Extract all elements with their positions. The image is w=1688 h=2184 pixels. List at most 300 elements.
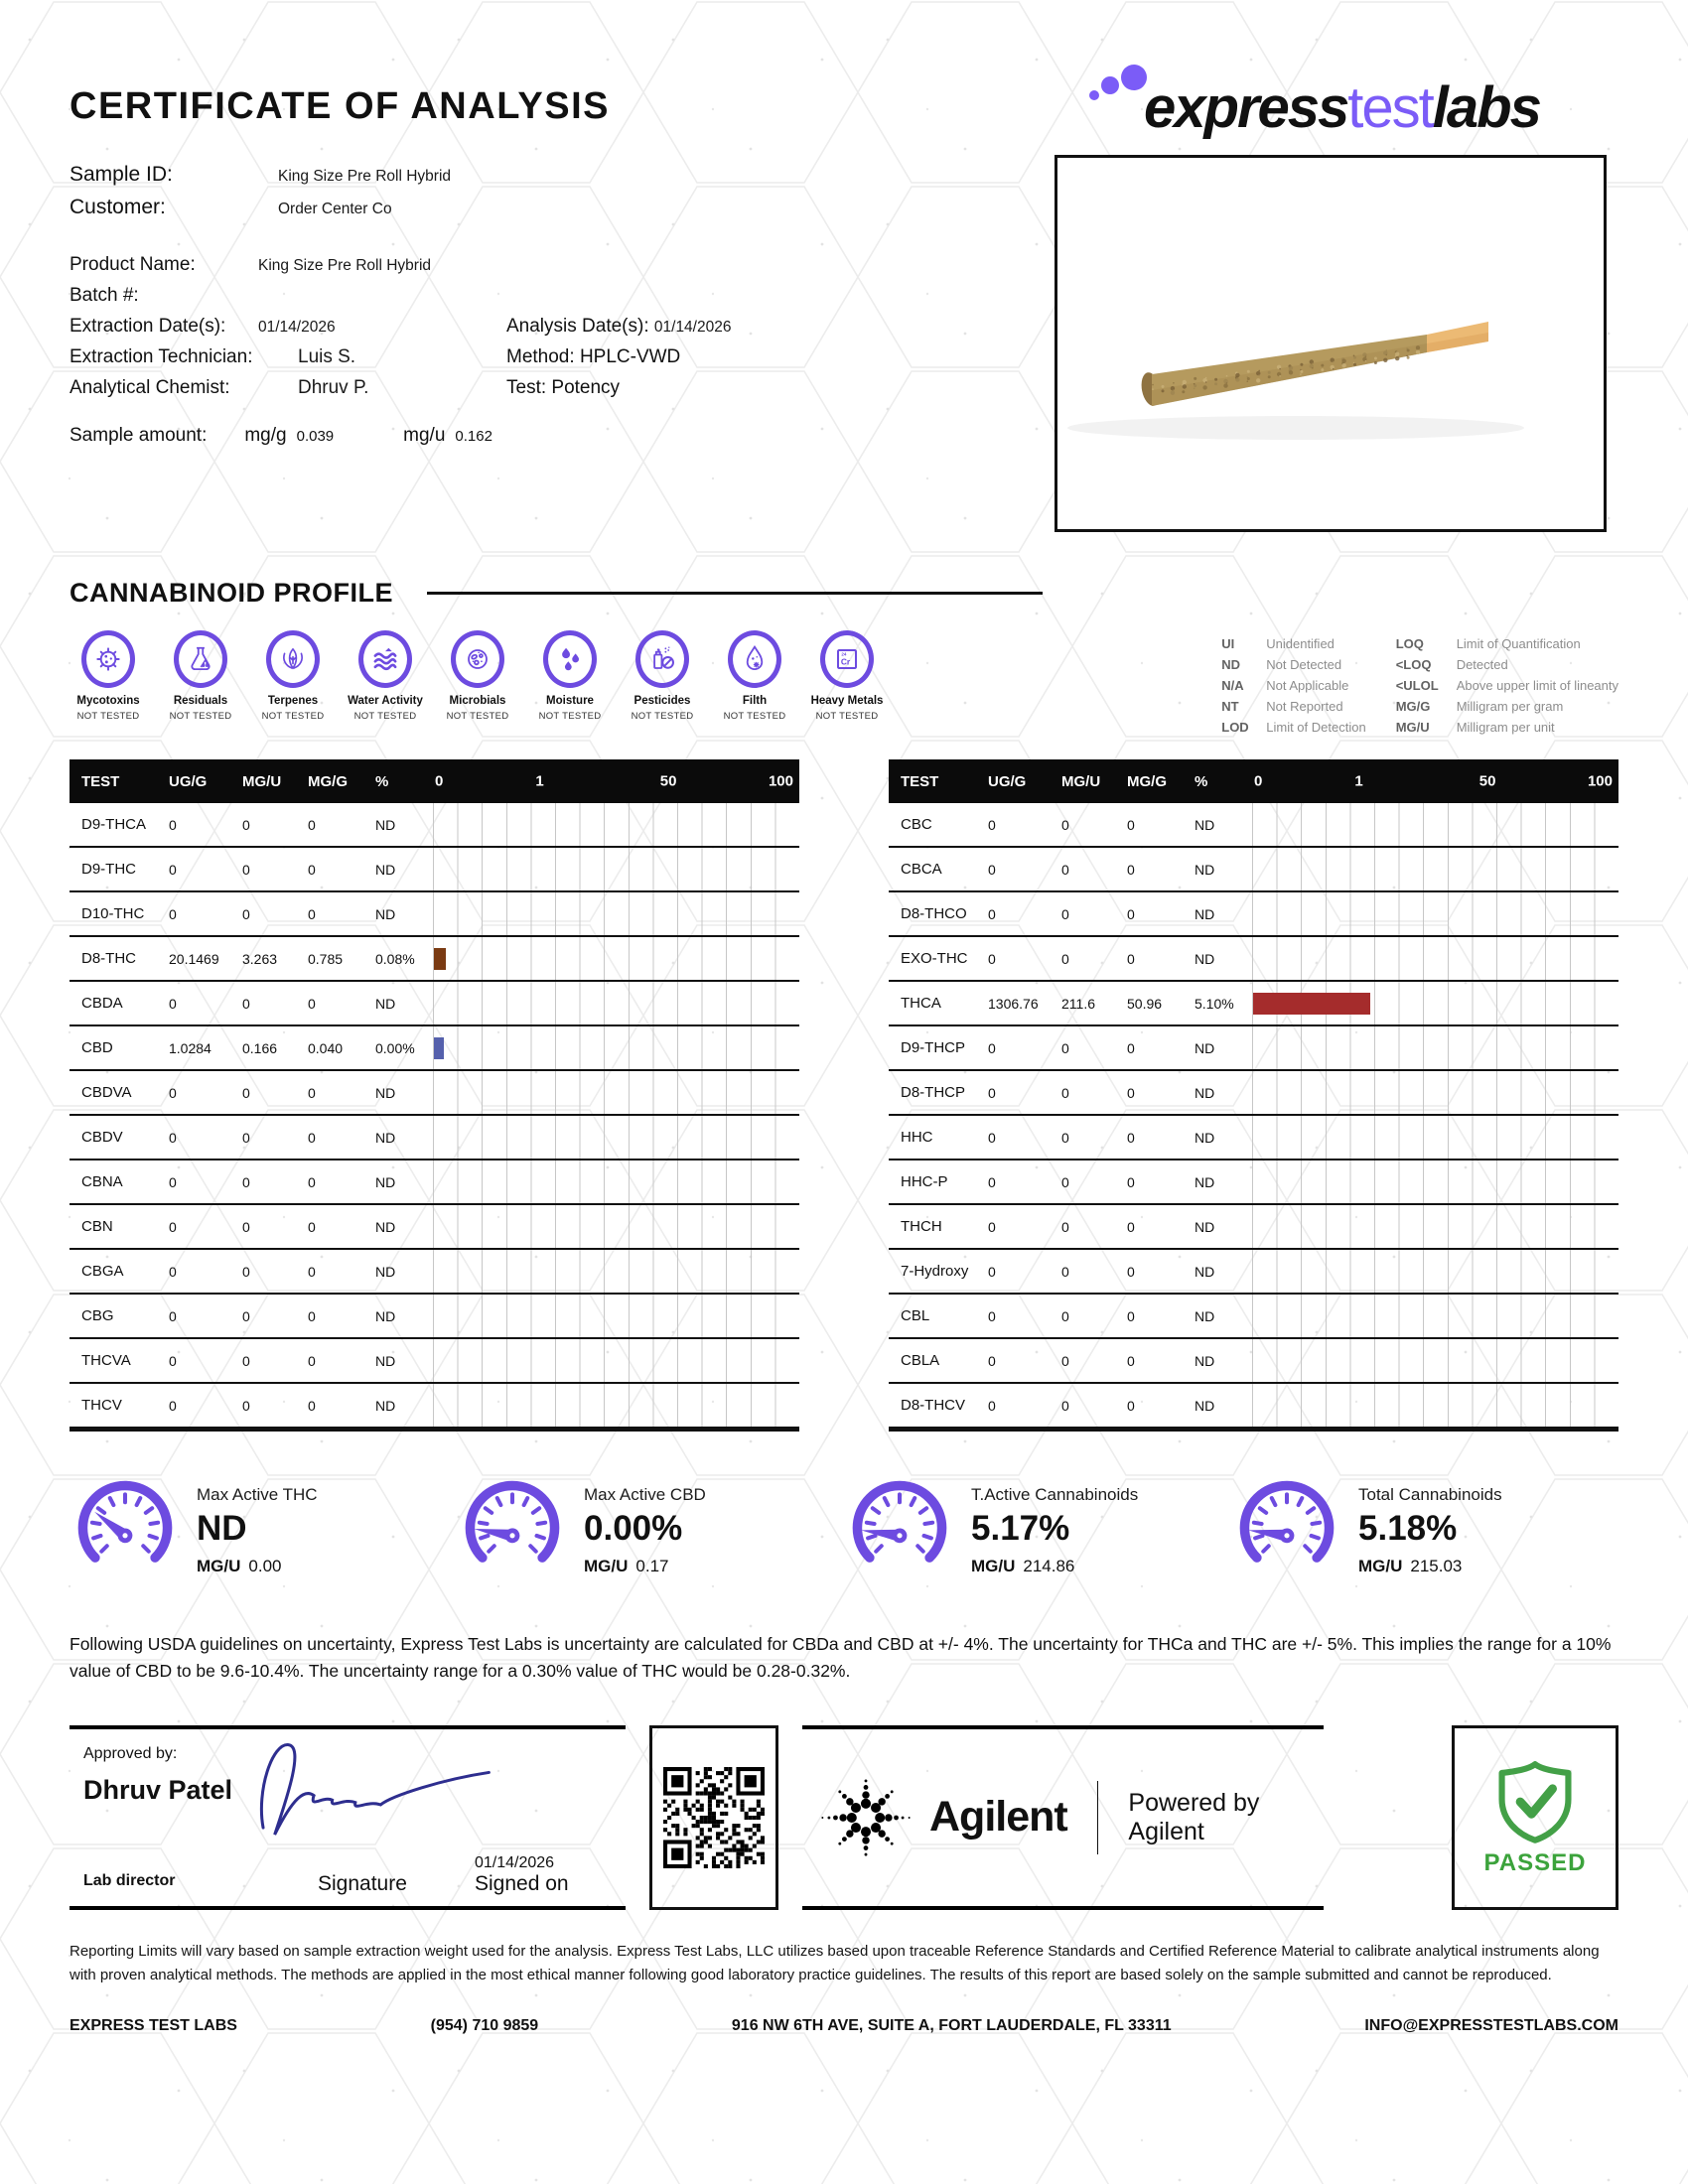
gauge-icon — [1231, 1469, 1342, 1591]
pct-value: ND — [375, 1218, 396, 1235]
logo-labs: labs — [1432, 75, 1540, 140]
gauge-unit — [1358, 1557, 1502, 1576]
row-bar-chart — [433, 1026, 799, 1069]
summary-gauge — [457, 1469, 844, 1591]
analysis-date-value: 01/14/2026 — [653, 319, 732, 336]
gauge-title: Max Active CBD — [584, 1484, 706, 1504]
legend-entry — [1221, 678, 1365, 695]
legend-entry — [1396, 657, 1618, 674]
mgu-value: 0 — [1061, 861, 1069, 878]
ugg-value: 0 — [169, 1129, 177, 1146]
table-header — [70, 759, 799, 803]
table-row — [889, 937, 1618, 982]
mgg-label: mg/g — [244, 425, 287, 446]
test-name: THCA — [901, 995, 941, 1013]
legend-entry — [1396, 699, 1618, 716]
screening-name: Microbials — [449, 695, 506, 707]
ugg-value: 0 — [169, 1397, 177, 1414]
agilent-divider — [1097, 1781, 1099, 1854]
qr-code — [649, 1725, 778, 1910]
test-label: Test: — [506, 377, 547, 398]
mgu-value: 0.162 — [455, 428, 492, 445]
pct-value: ND — [375, 905, 396, 922]
moisture-icon — [543, 630, 597, 688]
screening-status: NOT TESTED — [261, 711, 325, 722]
column-header: TEST — [81, 772, 120, 790]
ugg-value: 0 — [988, 816, 996, 833]
mgu-value: 0 — [1061, 905, 1069, 922]
pct-value: ND — [375, 1307, 396, 1324]
row-bar-chart — [433, 982, 799, 1024]
row-bar-chart — [1252, 803, 1618, 846]
mgu-value: 0 — [1061, 1129, 1069, 1146]
mgg-value: 0 — [1127, 1129, 1135, 1146]
result-bar — [434, 1037, 444, 1059]
legend-term: <ULOL — [1395, 677, 1439, 693]
logo-dot-small — [1089, 90, 1099, 100]
test-name: CBG — [81, 1307, 114, 1325]
gauge-text — [584, 1485, 706, 1576]
legend-entry — [1221, 657, 1365, 674]
approval-box — [70, 1725, 626, 1910]
ugg-value: 0 — [988, 1129, 996, 1146]
pct-value: ND — [1195, 1352, 1215, 1369]
row-bar-chart — [1252, 892, 1618, 935]
row-bar-chart — [433, 1205, 799, 1248]
mgg-value: 0 — [308, 1263, 316, 1280]
chart-scale — [1252, 759, 1618, 803]
test-name: CBDVA — [81, 1084, 132, 1102]
approver-title: Lab director — [83, 1871, 176, 1889]
legend-term: ND — [1221, 656, 1241, 672]
mgu-value: 0 — [1061, 1263, 1069, 1280]
scale-tick: 0 — [1254, 772, 1263, 790]
table-row — [889, 1384, 1618, 1429]
agilent-banner — [802, 1725, 1324, 1910]
cannabinoid-table-left — [70, 759, 799, 1432]
mgu-value: 0 — [242, 1307, 250, 1324]
mycotoxins-icon — [81, 630, 135, 688]
table-row — [889, 1071, 1618, 1116]
result-bar — [1253, 993, 1370, 1015]
table-row — [70, 1295, 799, 1339]
summary-gauge — [1231, 1469, 1618, 1591]
footer-address: 916 NW 6TH AVE, SUITE A, FORT LAUDERDALE, FL 33311 — [731, 2016, 1172, 2034]
gauge-text — [197, 1485, 318, 1576]
pct-value: ND — [375, 995, 396, 1012]
mgg-value: 0 — [308, 1218, 316, 1235]
row-bar-chart — [1252, 1339, 1618, 1382]
row-bar-chart — [433, 1384, 799, 1427]
row-bar-chart — [1252, 937, 1618, 980]
gauge-unit-label: MG/U — [197, 1556, 241, 1575]
sample-amount-label: Sample amount: — [70, 425, 208, 446]
analysis-date-pair — [506, 316, 731, 338]
row-bar-chart — [433, 1250, 799, 1293]
ugg-value: 0 — [169, 1307, 177, 1324]
screening-item — [347, 630, 424, 740]
legend-description: Not Reported — [1266, 698, 1343, 714]
legend-entry — [1221, 720, 1365, 737]
pesticides-icon — [635, 630, 689, 688]
mgu-value: 0 — [242, 1173, 250, 1190]
mgu-value: 0 — [242, 1084, 250, 1101]
test-name: CBL — [901, 1307, 930, 1325]
mgu-value: 0 — [242, 905, 250, 922]
row-bar-chart — [1252, 1071, 1618, 1114]
test-name: CBCA — [901, 861, 942, 879]
mgg-value: 0 — [308, 816, 316, 833]
mgg-value: 0 — [1127, 1307, 1135, 1324]
gauge-unit-value: 215.03 — [1410, 1556, 1463, 1575]
test-name: CBDA — [81, 995, 123, 1013]
method-value: HPLC-VWD — [579, 346, 681, 367]
approved-by-label: Approved by: — [83, 1744, 178, 1762]
ugg-value: 0 — [988, 1307, 996, 1324]
pct-value: ND — [375, 816, 396, 833]
pct-value: ND — [1195, 861, 1215, 878]
mgg-value: 0 — [308, 1397, 316, 1414]
row-bar-chart — [1252, 1205, 1618, 1248]
test-name: HHC — [901, 1129, 933, 1147]
pct-value: ND — [1195, 1084, 1215, 1101]
screening-status: NOT TESTED — [169, 711, 232, 722]
sample-id-label: Sample ID: — [70, 163, 173, 186]
screening-name: Mycotoxins — [76, 695, 140, 707]
test-name: CBNA — [81, 1173, 123, 1191]
column-header: UG/G — [988, 772, 1027, 790]
mgu-value: 0 — [1061, 1397, 1069, 1414]
test-value: Potency — [551, 377, 621, 398]
screening-status: NOT TESTED — [815, 711, 879, 722]
table-row — [70, 937, 799, 982]
legend-term: N/A — [1221, 677, 1244, 693]
legend-description: Milligram per gram — [1456, 698, 1564, 714]
pct-value: ND — [1195, 1263, 1215, 1280]
legend-term: NT — [1221, 698, 1239, 714]
ugg-value: 0 — [169, 1218, 177, 1235]
row-bar-chart — [1252, 1384, 1618, 1427]
pct-value: ND — [1195, 816, 1215, 833]
mgg-value: 0 — [1127, 1263, 1135, 1280]
method-label: Method: — [506, 346, 575, 367]
filth-icon — [728, 630, 781, 688]
cannabinoid-table-right — [889, 759, 1618, 1432]
test-name: D9-THCA — [81, 816, 147, 834]
screening-item — [624, 630, 701, 740]
water-activity-icon — [358, 630, 412, 688]
mgg-value: 0 — [308, 1129, 316, 1146]
summary-gauge — [70, 1469, 457, 1591]
screening-items — [70, 630, 886, 740]
passed-badge — [1452, 1725, 1618, 1910]
ugg-value: 0 — [988, 905, 996, 922]
legend-column-1 — [1221, 636, 1365, 740]
gauge-unit — [971, 1557, 1138, 1576]
test-name: CBGA — [81, 1263, 124, 1281]
product-name-value: King Size Pre Roll Hybrid — [258, 257, 432, 274]
screening-name: Moisture — [546, 695, 594, 707]
mgg-value: 0 — [1127, 1084, 1135, 1101]
signature-label: Signature — [318, 1871, 407, 1895]
mgu-value: 0 — [1061, 816, 1069, 833]
pct-value: ND — [375, 1352, 396, 1369]
header — [70, 62, 1618, 145]
pct-value: ND — [1195, 1039, 1215, 1056]
row-bar-chart — [433, 848, 799, 890]
customer-value: Order Center Co — [278, 201, 392, 217]
mgu-value: 0 — [1061, 1218, 1069, 1235]
table-row — [70, 803, 799, 848]
gauge-text — [1358, 1485, 1502, 1576]
gauge-title: Max Active THC — [197, 1484, 318, 1504]
test-name: D9-THCP — [901, 1039, 966, 1057]
mgu-value: 0 — [242, 861, 250, 878]
legend-description: Above upper limit of lineanty — [1456, 677, 1618, 693]
mgg-value: 0 — [308, 1084, 316, 1101]
gauge-value: 5.17% — [971, 1508, 1070, 1548]
legend-term: MG/U — [1395, 719, 1430, 735]
product-name-label: Product Name: — [70, 254, 196, 275]
legend-description: Milligram per unit — [1456, 719, 1555, 735]
test-name: CBDV — [81, 1129, 123, 1147]
gauge-value: 5.18% — [1358, 1508, 1458, 1548]
test-name: THCH — [901, 1218, 942, 1236]
test-name: D8-THCP — [901, 1084, 966, 1102]
pct-value: ND — [1195, 1173, 1215, 1190]
gauge-unit-label: MG/U — [584, 1556, 629, 1575]
uncertainty-statement: Following USDA guidelines on uncertainty, Express Test Labs is uncertainty are calculated for CBDa and CBD at +/- 4%. The uncertainty for THCa and THC are +/- 5%. This implies the range for a 10% value of CBD to be 9.6-10.4%. The uncertainty range for a 0.30% value of THC would be 0.28-0.32%. — [70, 1634, 1612, 1681]
column-header: MG/U — [242, 772, 282, 790]
table-row — [70, 892, 799, 937]
scale-tick: 50 — [659, 772, 677, 790]
footer-phone: (954) 710 9859 — [430, 2016, 539, 2034]
row-bar-chart — [433, 937, 799, 980]
table-row — [889, 848, 1618, 892]
table-row — [889, 1250, 1618, 1295]
row-bar-chart — [433, 1116, 799, 1159]
signature-image — [246, 1733, 524, 1848]
screening-item — [808, 630, 886, 740]
sample-id-value: King Size Pre Roll Hybrid — [278, 168, 452, 185]
row-bar-chart — [433, 892, 799, 935]
screening-name: Terpenes — [267, 695, 319, 707]
ugg-value: 0 — [988, 1218, 996, 1235]
result-bar — [434, 948, 446, 970]
table-row — [70, 848, 799, 892]
scale-tick: 50 — [1478, 772, 1496, 790]
sample-info-section — [70, 163, 1618, 560]
screening-status: NOT TESTED — [76, 711, 140, 722]
column-header: % — [375, 772, 389, 790]
column-header: % — [1195, 772, 1208, 790]
screening-status: NOT TESTED — [353, 711, 417, 722]
table-row — [70, 1116, 799, 1160]
abbreviation-legend — [1221, 630, 1618, 740]
mgu-value: 0 — [242, 816, 250, 833]
table-row — [70, 1071, 799, 1116]
mgu-value: 0 — [242, 1218, 250, 1235]
mgu-value: 0 — [242, 1129, 250, 1146]
legend-term: LOD — [1221, 719, 1249, 735]
screening-item — [254, 630, 332, 740]
footer-email: INFO@EXPRESSTESTLABS.COM — [1364, 2016, 1618, 2034]
approver-name: Dhruv Patel — [83, 1774, 233, 1805]
test-name: CBD — [81, 1039, 113, 1057]
row-bar-chart — [433, 1071, 799, 1114]
gauge-unit-value: 214.86 — [1023, 1556, 1075, 1575]
table-row — [889, 982, 1618, 1026]
test-name: 7-Hydroxy — [901, 1263, 969, 1281]
scale-tick: 1 — [1354, 772, 1363, 790]
mgu-value: 0 — [1061, 1307, 1069, 1324]
legend-description: Detected — [1456, 656, 1508, 672]
footer — [70, 2017, 1618, 2035]
screening-name: Filth — [742, 695, 768, 707]
mgu-value: 0.166 — [242, 1039, 278, 1056]
gauge-unit — [584, 1557, 706, 1576]
table-row — [889, 1339, 1618, 1384]
mgg-value: 0 — [1127, 861, 1135, 878]
pct-value: ND — [375, 1397, 396, 1414]
section-title: CANNABINOID PROFILE — [70, 578, 393, 608]
mgu-value: 0 — [1061, 1352, 1069, 1369]
legend-entry — [1396, 720, 1618, 737]
ugg-value: 0 — [169, 861, 177, 878]
mgu-value: 0 — [242, 1397, 250, 1414]
agilent-brand: Agilent — [929, 1793, 1067, 1842]
legend-column-2 — [1396, 636, 1618, 740]
legend-entry — [1221, 699, 1365, 716]
pre-roll-image — [1057, 158, 1604, 529]
mgg-value: 0 — [308, 1307, 316, 1324]
test-name: D8-THC — [81, 950, 136, 968]
screening-status: NOT TESTED — [723, 711, 786, 722]
mgu-label: mg/u — [403, 425, 446, 446]
gauge-unit — [197, 1557, 318, 1576]
table-row — [889, 1160, 1618, 1205]
ugg-value: 0 — [988, 1397, 996, 1414]
scale-tick: 100 — [1587, 772, 1613, 790]
mgg-value: 0 — [308, 861, 316, 878]
table-row — [889, 803, 1618, 848]
agilent-tagline: Powered by Agilent — [1128, 1788, 1260, 1845]
ugg-value: 0 — [169, 905, 177, 922]
test-name: HHC-P — [901, 1173, 948, 1191]
table-row — [889, 892, 1618, 937]
pct-value: ND — [1195, 1307, 1215, 1324]
screening-name: Pesticides — [633, 695, 691, 707]
column-header: MG/U — [1061, 772, 1101, 790]
legend-description: Unidentified — [1266, 636, 1335, 651]
batch-label: Batch #: — [70, 285, 139, 306]
method-pair — [506, 346, 680, 368]
ugg-value: 0 — [169, 1263, 177, 1280]
mgg-value: 0 — [308, 1352, 316, 1369]
pct-value: ND — [375, 861, 396, 878]
column-header: MG/G — [1127, 772, 1167, 790]
table-row — [70, 1160, 799, 1205]
mgu-value: 0 — [242, 1263, 250, 1280]
chart-scale — [433, 759, 799, 803]
mgg-value: 0 — [308, 905, 316, 922]
gauge-text — [971, 1485, 1138, 1576]
ugg-value: 0 — [169, 816, 177, 833]
signed-on-label: Signed on — [475, 1871, 569, 1895]
mgg-value: 0 — [1127, 816, 1135, 833]
mgu-value: 0 — [1061, 1039, 1069, 1056]
table-row — [70, 1205, 799, 1250]
mgg-value: 0 — [1127, 950, 1135, 967]
table-row — [889, 1205, 1618, 1250]
footer-company: EXPRESS TEST LABS — [70, 2016, 237, 2034]
test-name: THCV — [81, 1397, 122, 1415]
approval-row — [70, 1725, 1618, 1910]
mgu-value: 0 — [242, 1352, 250, 1369]
screening-name: Residuals — [173, 695, 228, 707]
screening-item — [70, 630, 147, 740]
test-name: CBN — [81, 1218, 113, 1236]
extraction-date-label: Extraction Date(s): — [70, 316, 226, 337]
mgg-value: 0 — [1127, 905, 1135, 922]
svg-text:24: 24 — [841, 651, 847, 657]
qr-code-image — [663, 1767, 765, 1868]
summary-gauge — [844, 1469, 1231, 1591]
analysis-date-label: Analysis Date(s): — [506, 316, 649, 337]
terpenes-icon — [266, 630, 320, 688]
table-row — [70, 982, 799, 1026]
mgu-value: 0 — [1061, 1173, 1069, 1190]
row-bar-chart — [1252, 1250, 1618, 1293]
pct-value: ND — [1195, 905, 1215, 922]
technician-value: Luis S. — [298, 346, 356, 367]
legend-term: MG/G — [1395, 698, 1431, 714]
pct-value: ND — [1195, 1218, 1215, 1235]
screening-row — [70, 630, 1618, 740]
pct-value: ND — [375, 1129, 396, 1146]
table-header — [889, 759, 1618, 803]
gauge-unit-label: MG/U — [971, 1556, 1016, 1575]
scale-tick: 100 — [768, 772, 793, 790]
row-bar-chart — [1252, 982, 1618, 1024]
row-bar-chart — [1252, 1026, 1618, 1069]
ugg-value: 0 — [988, 861, 996, 878]
legend-entry — [1396, 636, 1618, 653]
gauge-title: T.Active Cannabinoids — [971, 1484, 1139, 1504]
mgu-value: 3.263 — [242, 950, 278, 967]
test-name: CBC — [901, 816, 932, 834]
screening-item — [439, 630, 516, 740]
table-row — [70, 1384, 799, 1429]
gauge-icon — [457, 1469, 568, 1591]
screening-status: NOT TESTED — [446, 711, 509, 722]
signed-on-block — [475, 1854, 569, 1896]
pct-value: ND — [375, 1173, 396, 1190]
mgg-value: 0 — [1127, 1352, 1135, 1369]
ugg-value: 0 — [169, 1352, 177, 1369]
pct-value: ND — [1195, 1129, 1215, 1146]
pct-value: ND — [375, 1084, 396, 1101]
ugg-value: 0 — [169, 1173, 177, 1190]
mgu-value: 0 — [1061, 950, 1069, 967]
gauge-value: 0.00% — [584, 1508, 683, 1548]
row-bar-chart — [433, 1160, 799, 1203]
test-pair — [506, 377, 620, 399]
screening-status: NOT TESTED — [631, 711, 694, 722]
technician-label: Extraction Technician: — [70, 346, 253, 367]
extraction-date-value: 01/14/2026 — [258, 319, 336, 336]
passed-label: PASSED — [1483, 1848, 1587, 1876]
